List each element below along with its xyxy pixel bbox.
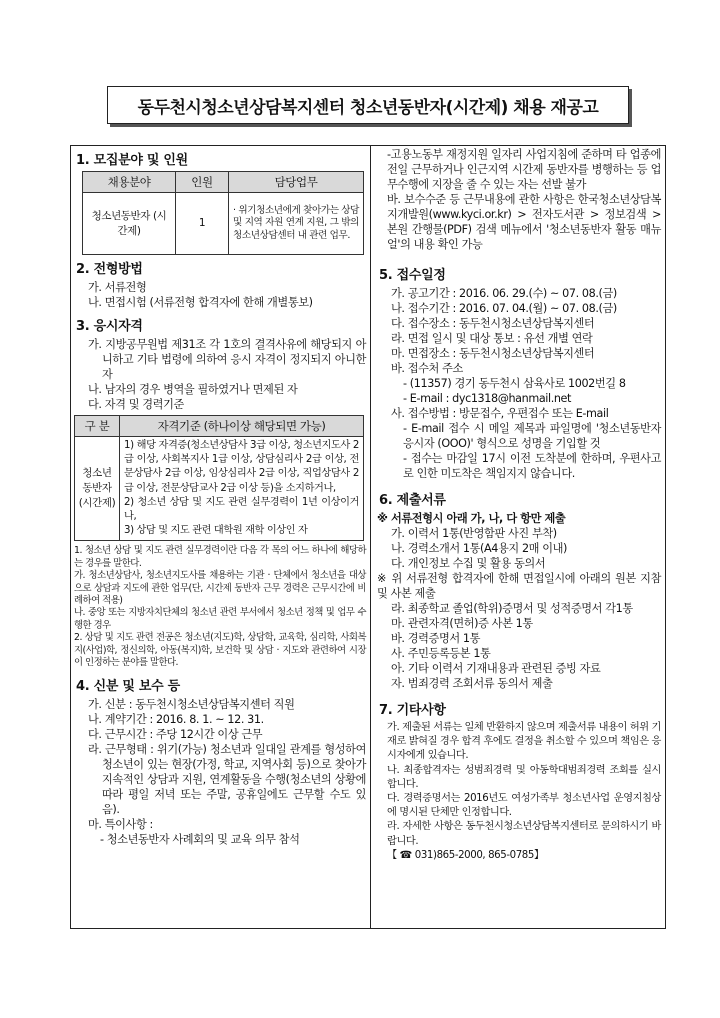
list-item: 라. 자세한 사항은 동두천시청소년상담복지센터로 문의하시기 바랍니다. [387,821,661,847]
list-item: 가. 이력서 1통(반영함판 사진 부착) [391,527,557,540]
criteria-item: 2) 청소년 상담 및 지도 관련 실무경력이 1년 이상이거나, [124,496,359,523]
note-item: 가. 청소년상담사, 청소년지도사를 채용하는 기관 · 단체에서 청소년을 대상으로 상담과 지도에 관한 업무(단, 시간제 동반자 근무 경력은 근무시간에 비례하여 적용) [74,570,366,607]
list-item: 사. 주민등록등본 1통 [391,647,491,660]
recruit-table-header: 채용분야 [83,172,176,193]
section-7-heading: 7. 기타사항 [379,703,446,718]
list-item: - (11357) 경기 동두천시 삼육사로 1002번길 8 [403,377,626,390]
list-item: 나. 남자의 경우 병역을 필하였거나 면제된 자 [88,383,298,396]
list-item: 나. 접수기간 : 2016. 07. 04.(월) ~ 07. 08.(금) [391,302,617,315]
list-item: 사. 접수방법 : 방문접수, 우편접수 또는 E-mail [391,407,609,420]
recruit-table-header: 인원 [176,172,229,193]
column-divider [370,145,371,929]
recruit-table [82,171,364,255]
right-column [377,147,661,863]
list-item: 바. 보수수준 등 근무내용에 관한 사항은 한국청소년상담복지개발원(www.kyci.or.kr) > 전자도서관 > 정보검색 > 본원 간행물(PDF) 검색 메뉴에서 '청소년동반자 활동 매뉴얼'의 내용 확인 가능 [387,193,661,251]
recruit-field: 청소년동반자 (시간제) [83,193,176,255]
list-item: 바. 접수처 주소 [391,362,463,375]
list-item: 다. 경력증명서는 2016년도 여성가족부 청소년사업 운영지침상에 명시된 단체만 인정합니다. [387,793,661,819]
list-item: 가. 지방공무원법 제31조 각 1호의 결격사유에 해당되지 아니하고 기타 법령에 의하여 응시 자격이 정지되지 아니한 자 [88,338,366,381]
section-6-heading: 6. 제출서류 [379,493,446,508]
list-item: 마. 면접장소 : 동두천시청소년상담복지센터 [391,347,595,360]
criteria-item: 3) 상담 및 지도 관련 대학원 재학 이상인 자 [124,525,308,537]
note-item: 나. 중앙 또는 지방자치단체의 청소년 관련 부서에서 청소년 정책 및 업무 수행한 경우 [74,607,366,631]
qualification-table-header: 구 분 [75,416,120,437]
section-2-heading: 2. 전형방법 [76,262,143,277]
list-item: - E-mail 접수 시 메일 제목과 파일명에 '청소년동반자 응시자 (OOO)' 형식으로 성명을 기입할 것 [403,422,661,450]
recruit-duty: · 위기청소년에게 찾아가는 상담 및 지역 자원 연계 지원, 그 밖의 청소년상담센터 내 관련 업무. [229,193,364,255]
list-item: - E-mail : dyc1318@hanmail.net [403,392,572,405]
criteria-item: 1) 해당 자격증(청소년상담사 3급 이상, 청소년지도사 2급 이상, 사회복지사 1급 이상, 상담심리사 2급 이상, 전문상담사 2급 이상, 임상심리사 2급 이상, 직업상담사 2급 이상, 전문상담교사 2급 이상 등)을 소지하거나, [124,440,359,494]
section-4-heading: 4. 신분 및 보수 등 [76,679,180,695]
contact-info: 【 ☎ 031)865-2000, 865-0785】 [387,849,544,861]
list-item: 가. 서류전형 [88,281,147,294]
list-item: 나. 최종합격자는 성범죄경력 및 아동학대범죄경력 조회를 실시합니다. [387,764,661,790]
qualification-table-header: 자격기준 (하나이상 해당되면 가능) [120,416,364,437]
list-item: - 청소년동반자 사례회의 및 교육 의무 참석 [100,833,300,847]
list-item: 다. 개인정보 수집 및 활용 동의서 [391,557,546,570]
list-item: ※ 서류전형시 아래 가, 나, 다 항만 제출 [377,512,566,525]
section-1-heading: 1. 모집분야 및 인원 [76,153,188,168]
list-item: 다. 근무시간 : 주당 12시간 이상 근무 [88,728,263,742]
list-item: 라. 근무형태 : 위기(가능) 청소년과 일대일 관계를 형성하여 청소년이 있는 현장(가정, 학교, 지역사회 등)으로 찾아가 지속적인 상담과 지원, 연계활동을 수행(청소년의 상황에 따라 평일 저녁 또는 주말, 공휴일에도 근무할 수도 있음). [88,743,366,817]
left-column [74,147,366,847]
list-item: 마. 관련자격(면허)증 사본 1통 [391,617,533,630]
list-item: 자. 범죄경력 조회서류 동의서 제출 [391,677,553,690]
recruit-table-header: 담당업무 [229,172,364,193]
note-item: 2. 상담 및 지도 관련 전공은 청소년(지도)학, 상담학, 교육학, 심리학, 사회복지(사업)학, 정신의학, 아동(복지)학, 보건학 및 상담 · 지도와 관련하여 시장이 인정하는 분야를 말한다. [74,632,366,669]
list-item: - 접수는 마감일 17시 이전 도착분에 한하며, 우편사고로 인한 미도착은 책임지지 않습니다. [403,452,661,480]
list-item: 바. 경력증명서 1통 [391,632,481,645]
qualification-row-label: 청소년동반자(시간제) [75,437,120,541]
list-item: ※ 위 서류전형 합격자에 한해 면접일시에 아래의 원본 지참 및 사본 제출 [377,572,661,600]
list-item: 나. 경력소개서 1통(A4용지 2매 이내) [391,542,568,555]
list-item: 라. 최종학교 졸업(학위)증명서 및 성적증명서 각1통 [391,602,633,615]
list-item: 나. 계약기간 : 2016. 8. 1. ~ 12. 31. [88,713,264,727]
section-3-heading: 3. 응시자격 [76,319,143,334]
recruit-count: 1 [176,193,229,255]
note-item: 1. 청소년 상담 및 지도 관련 실무경력이란 다음 각 목의 어느 하나에 해당하는 경우를 말한다. [74,545,366,569]
list-item: 나. 면접시험 (서류전형 합격자에 한해 개별통보) [88,296,313,309]
list-item: 다. 자격 및 경력기준 [88,398,184,411]
list-item: 마. 특이사항 : [88,818,153,832]
list-item: 가. 공고기간 : 2016. 06. 29.(수) ~ 07. 08.(금) [391,287,617,300]
list-item: -고용노동부 재정지원 일자리 사업지침에 준하며 타 업종에 전일 근무하거나 인근지역 시간제 동반자를 병행하는 등 업무수행에 지장을 줄 수 있는 자는 선발 불가 [387,148,661,191]
list-item: 다. 접수장소 : 동두천시청소년상담복지센터 [391,317,595,330]
qualification-table [74,415,364,541]
page-title: 동두천시청소년상담복지센터 청소년동반자(시간제) 채용 재공고 [107,86,629,124]
list-item: 아. 기타 이력서 기재내용과 관련된 증빙 자료 [391,662,601,675]
list-item: 가. 제출된 서류는 일체 반환하지 않으며 제출서류 내용이 허위 기재로 밝혀질 경우 합격 후에도 결정을 취소할 수 있으며 책임은 응시자에게 있습니다. [387,722,661,762]
section-5-heading: 5. 접수일정 [379,268,446,283]
list-item: 가. 신분 : 동두천시청소년상담복지센터 직원 [88,698,295,712]
list-item: 라. 면접 일시 및 대상 통보 : 유선 개별 연락 [391,332,593,345]
